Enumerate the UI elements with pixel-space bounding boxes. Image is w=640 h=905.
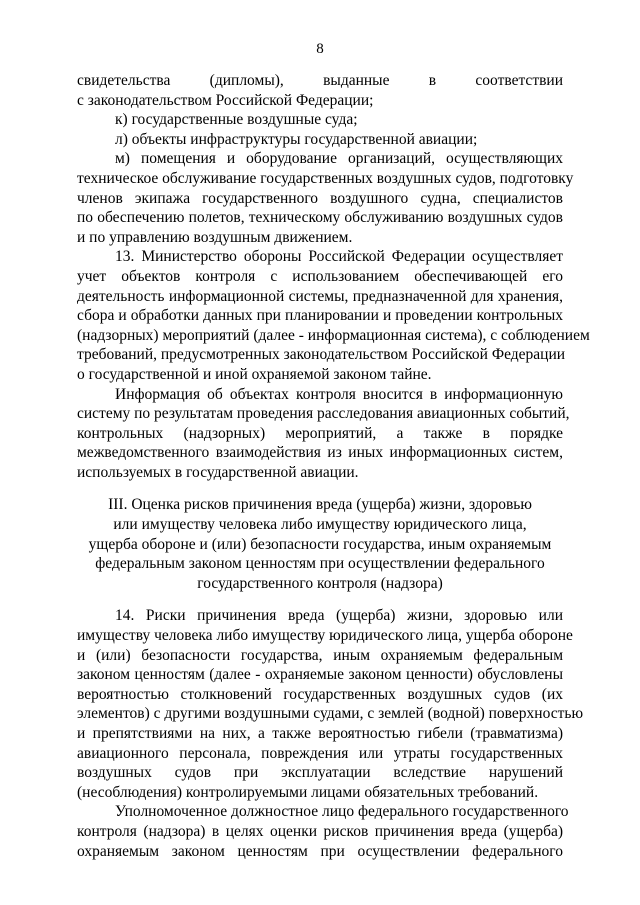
text-line: законом ценностям (далее - охраняемые законом ценности) обусловлены — [77, 666, 563, 684]
text-line: деятельность информационной системы, предназначенной для хранения, — [77, 287, 563, 305]
heading-line: федеральным законом ценностям при осуществлении федерального — [95, 555, 545, 573]
text-line: требований, предусмотренных законодательством Российской Федерации — [77, 346, 566, 364]
heading-line: ущерба обороне и (или) безопасности государства, иным охраняемым — [88, 535, 552, 553]
text-line: сбора и обработки данных при планировании и проведении контрольных — [77, 307, 563, 325]
text-line: к) государственные воздушные суда; — [115, 111, 358, 129]
heading-line: государственного контроля (надзора) — [197, 574, 443, 592]
text-line: и препятствиями на них, а также вероятностью гибели (травматизма) — [77, 725, 563, 742]
text-line: авиационного персонала, повреждения или утраты государственных — [77, 744, 563, 762]
text-line: с законодательством Российской Федерации; — [77, 91, 374, 109]
text-line: имуществу человека либо имуществу юридического лица, ущерба обороне — [77, 627, 573, 645]
heading-line: III. Оценка рисков причинения вреда (ущерба) жизни, здоровью — [108, 496, 532, 514]
text-line: м) помещения и оборудование организаций, осуществляющих — [115, 150, 563, 168]
text-block-after-heading — [77, 606, 584, 861]
text-line: 14. Риски причинения вреда (ущерба) жизни, здоровью или — [115, 607, 563, 625]
text-line: л) объекты инфраструктуры государственной авиации; — [115, 130, 478, 148]
text-line: межведомственного взаимодействия из иных информационных систем, — [77, 444, 563, 462]
text-line: используемых в государственной авиации. — [77, 463, 359, 481]
text-line: контроля (надзора) в целях оценки рисков причинения вреда (ущерба) — [77, 822, 563, 840]
spacer — [77, 482, 563, 495]
text-line: (надзорных) мероприятий (далее - информационная система), с соблюдением — [77, 326, 590, 344]
text-line: контрольных (надзорных) мероприятий, а также в порядке — [77, 424, 563, 442]
text-line: по обеспечению полетов, техническому обслуживанию воздушных судов — [77, 209, 563, 227]
heading-line: или имуществу человека либо имуществу юридического лица, — [113, 516, 527, 534]
page-number: 8 — [316, 41, 324, 57]
spacer — [77, 593, 563, 606]
text-line: членов экипажа государственного воздушного судна, специалистов — [77, 189, 563, 207]
text-line: Уполномоченное должностное лицо федерального государственного — [115, 803, 569, 821]
text-line: воздушных судов при эксплуатации вследствие нарушений — [77, 764, 563, 782]
text-line: и по управлению воздушным движением. — [77, 228, 353, 246]
text-line: (несоблюдения) контролируемыми лицами обязательных требований. — [77, 783, 539, 801]
text-line: техническое обслуживание государственных воздушных судов, подготовку — [77, 169, 574, 187]
text-line: вероятностью столкновений государственных воздушных судов (их — [77, 685, 563, 703]
text-line: охраняемым законом ценностям при осуществлении федерального — [77, 842, 563, 860]
text-line: и (или) безопасности государства, иным охраняемым федеральным — [77, 646, 563, 664]
section-heading — [77, 495, 563, 593]
text-line: о государственной и иной охраняемой законом тайне. — [77, 365, 432, 383]
document-body — [77, 71, 590, 861]
text-block-before-heading — [77, 71, 590, 482]
text-line: Информация об объектах контроля вносится в информационную — [115, 385, 563, 403]
text-line: 13. Министерство обороны Российской Федерации осуществляет — [115, 248, 563, 266]
text-line: учет объектов контроля с использованием обеспечивающей его — [77, 267, 563, 285]
text-line: элементов) с другими воздушными судами, с землей (водной) поверхностью — [77, 705, 584, 723]
text-line: свидетельства (дипломы), выданные в соответствии — [77, 72, 563, 89]
text-line: систему по результатам проведения расследования авиационных событий, — [77, 405, 570, 423]
